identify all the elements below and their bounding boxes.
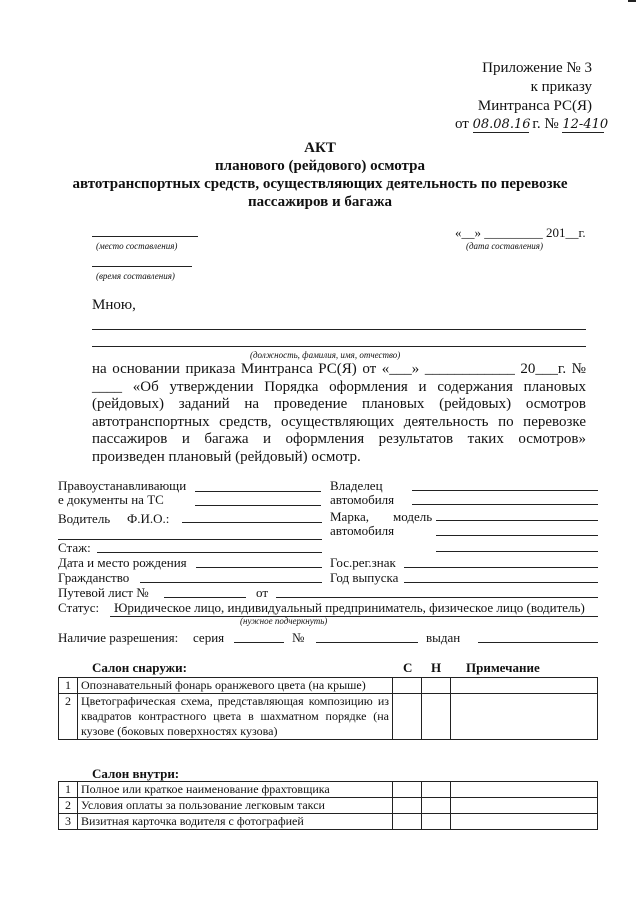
reg-sign-label: Гос.рег.знак bbox=[330, 555, 396, 570]
note-cell[interactable] bbox=[451, 782, 598, 798]
check-n-cell[interactable] bbox=[422, 782, 451, 798]
year-label: Год выпуска bbox=[330, 570, 399, 585]
table-row bbox=[59, 678, 598, 694]
order-date-handwritten: 08.08.16 bbox=[472, 117, 531, 132]
col-n-header: Н bbox=[431, 660, 442, 675]
row-number: 3 bbox=[59, 814, 78, 830]
driver-label: Водитель bbox=[58, 511, 111, 526]
brand-line-3 bbox=[436, 551, 598, 552]
row-number: 2 bbox=[59, 694, 78, 740]
act-subtitle-1: планового (рейдового) осмотра bbox=[215, 158, 425, 174]
status-hint: (нужное подчеркнуть) bbox=[240, 616, 328, 626]
fio-label: Ф.И.О.: bbox=[127, 511, 170, 526]
order-number-label: г. № bbox=[532, 116, 559, 132]
row-text: Визитная карточка водителя с фотографией bbox=[78, 814, 393, 830]
check-c-cell[interactable] bbox=[393, 798, 422, 814]
row-number: 2 bbox=[59, 798, 78, 814]
owner-line-2 bbox=[412, 504, 598, 505]
time-line bbox=[92, 266, 192, 267]
order-from-label: от bbox=[455, 116, 469, 132]
inside-checklist-table bbox=[58, 781, 598, 830]
permit-series-line bbox=[234, 642, 284, 643]
experience-label: Стаж: bbox=[58, 540, 91, 555]
driver-line-2 bbox=[58, 539, 322, 540]
compose-date: «__» _________ 201__г. bbox=[455, 225, 586, 240]
table-row bbox=[59, 814, 598, 830]
status-options: Юридическое лицо, индивидуальный предприниматель, физическое лицо (водитель) bbox=[110, 600, 598, 617]
inside-heading: Салон внутри: bbox=[92, 766, 180, 781]
row-text: Полное или краткое наименование фрахтовщика bbox=[78, 782, 393, 798]
docs-label-line2: е документы на ТС bbox=[58, 492, 164, 507]
row-text: Цветографическая схема, представляющая композицию из квадратов контрастного цвета в шахматном порядке (на кузове (боковых поверхностях кузова) bbox=[78, 694, 393, 740]
check-n-cell[interactable] bbox=[422, 814, 451, 830]
waybill-number-line bbox=[164, 597, 246, 598]
experience-line bbox=[97, 552, 322, 553]
brand-line bbox=[436, 520, 598, 521]
row-text: Опознавательный фонарь оранжевого цвета (на крыше) bbox=[78, 678, 393, 694]
row-number: 1 bbox=[59, 782, 78, 798]
order-label: к приказу bbox=[530, 79, 592, 95]
time-hint: (время составления) bbox=[96, 271, 175, 281]
status-label: Статус: bbox=[58, 600, 100, 615]
act-subtitle-2: автотранспортных средств, осуществляющих деятельность по перевозке bbox=[72, 176, 568, 192]
brand-line-2 bbox=[436, 535, 598, 536]
waybill-label: Путевой лист № bbox=[58, 585, 149, 600]
permit-label: Наличие разрешения: bbox=[58, 630, 179, 645]
table-row bbox=[59, 782, 598, 798]
col-note-header: Примечание bbox=[466, 660, 540, 675]
check-c-cell[interactable] bbox=[393, 814, 422, 830]
ministry-label: Минтранса РС(Я) bbox=[477, 98, 592, 114]
col-c-header: С bbox=[403, 660, 413, 675]
brand-label: Марка, bbox=[330, 509, 369, 524]
owner-line-1 bbox=[412, 490, 598, 491]
check-c-cell[interactable] bbox=[393, 694, 422, 740]
by-me-label: Мною, bbox=[92, 297, 136, 313]
waybill-from-label: от bbox=[256, 585, 269, 600]
appendix-label: Приложение № 3 bbox=[482, 60, 592, 76]
permit-issued-line bbox=[478, 642, 598, 643]
docs-label bbox=[58, 479, 186, 507]
place-hint: (место составления) bbox=[96, 241, 178, 251]
act-subtitle-3: пассажиров и багажа bbox=[247, 194, 393, 210]
reg-sign-line bbox=[404, 567, 598, 568]
act-title: АКТ bbox=[304, 140, 336, 156]
citizenship-label: Гражданство bbox=[58, 570, 130, 585]
check-c-cell[interactable] bbox=[393, 782, 422, 798]
corner-mark bbox=[628, 0, 636, 2]
order-date-line bbox=[455, 116, 609, 133]
place-line bbox=[92, 236, 198, 237]
order-number-handwritten: 12-410 bbox=[562, 117, 609, 132]
permit-number-line bbox=[316, 642, 418, 643]
official-hint: (должность, фамилия, имя, отчество) bbox=[250, 350, 401, 360]
permit-issued-label: выдан bbox=[426, 630, 461, 645]
docs-line-1 bbox=[195, 491, 321, 492]
docs-line-2 bbox=[195, 505, 321, 506]
outside-heading: Салон снаружи: bbox=[92, 660, 187, 675]
official-line-2 bbox=[92, 346, 586, 347]
check-n-cell[interactable] bbox=[422, 678, 451, 694]
note-cell[interactable] bbox=[451, 694, 598, 740]
note-cell[interactable] bbox=[451, 798, 598, 814]
fio-line bbox=[182, 522, 322, 523]
check-n-cell[interactable] bbox=[422, 798, 451, 814]
birth-line bbox=[196, 567, 322, 568]
outside-checklist-table bbox=[58, 677, 598, 740]
permit-number-label: № bbox=[292, 630, 305, 645]
row-text: Условия оплаты за пользование легковым такси bbox=[78, 798, 393, 814]
table-row bbox=[59, 798, 598, 814]
birth-label: Дата и место рождения bbox=[58, 555, 187, 570]
official-line-1 bbox=[92, 329, 586, 330]
model-label-line2: автомобиля bbox=[330, 523, 395, 538]
note-cell[interactable] bbox=[451, 814, 598, 830]
waybill-date-line bbox=[276, 597, 598, 598]
check-c-cell[interactable] bbox=[393, 678, 422, 694]
docs-label-line1: Правоустанавливающи bbox=[58, 478, 187, 493]
row-number: 1 bbox=[59, 678, 78, 694]
owner-label bbox=[330, 479, 394, 507]
model-label: модель bbox=[393, 509, 433, 524]
permit-series-label: серия bbox=[193, 630, 225, 645]
owner-label-line2: автомобиля bbox=[330, 492, 395, 507]
citizenship-line bbox=[140, 582, 322, 583]
check-n-cell[interactable] bbox=[422, 694, 451, 740]
table-row bbox=[59, 694, 598, 740]
owner-label-line1: Владелец bbox=[330, 478, 383, 493]
year-line bbox=[404, 582, 598, 583]
date-hint: (дата составления) bbox=[466, 241, 543, 251]
note-cell[interactable] bbox=[451, 678, 598, 694]
basis-paragraph: на основании приказа Минтранса РС(Я) от «___» ____________ 20___г. № ____ «Об утверждении Порядка оформления и содержания плановых (рейдовых) заданий на проведение плановых (рейдовых) осмотров автотранспортных средств, осуществляющих деятельность по перевозке пассажиров и багажа и оформления результатов таких осмотров» произведен плановый (рейдовый) осмотр. bbox=[92, 361, 586, 465]
